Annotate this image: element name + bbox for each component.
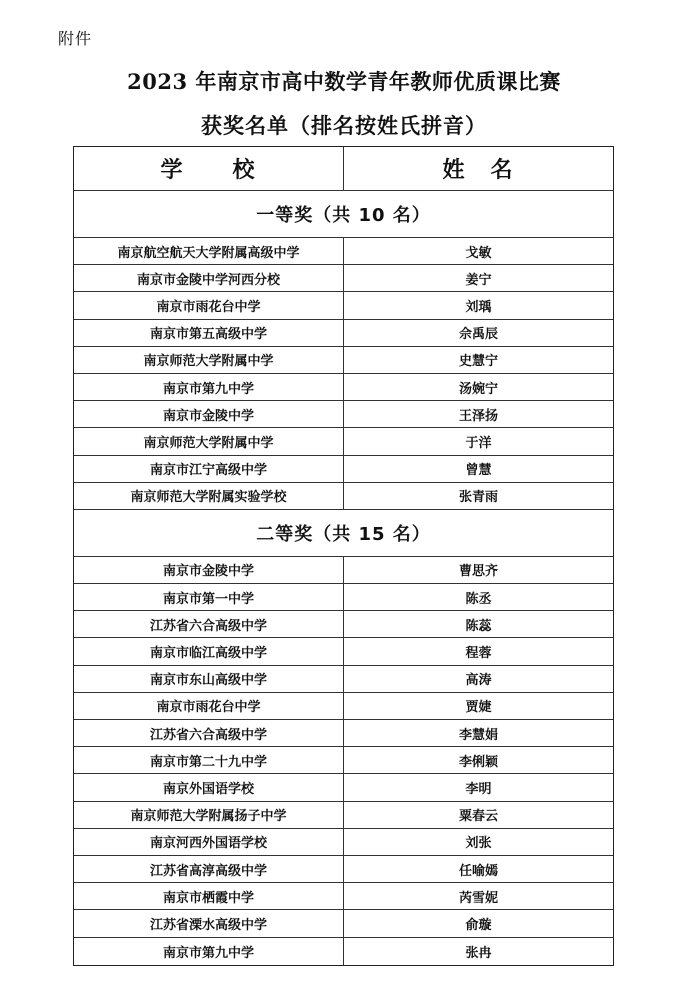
document-title: 2023 年南京市高中数学青年教师优质课比赛 — [127, 69, 561, 94]
name-cell: 刘瑀 — [465, 299, 492, 315]
table-row — [74, 374, 613, 401]
school-cell: 南京市雨花台中学 — [74, 292, 344, 318]
name-cell: 高涛 — [465, 673, 492, 689]
section-first-prize: 一等奖（共 10 名） — [74, 191, 613, 238]
school-cell: 南京市第九中学 — [74, 374, 344, 400]
section-second-prize: 二等奖（共 15 名） — [74, 510, 613, 557]
table-row — [74, 265, 613, 292]
attachment-label: 附件 — [58, 29, 93, 48]
table-row — [74, 856, 613, 883]
name-cell: 俞璇 — [465, 917, 492, 933]
table-row — [74, 774, 613, 801]
table-row — [74, 557, 613, 584]
school-cell: 江苏省溧水高级中学 — [74, 910, 344, 936]
school-cell: 南京河西外国语学校 — [74, 829, 344, 855]
name-cell: 贾婕 — [465, 700, 492, 716]
school-cell: 江苏省六合高级中学 — [74, 720, 344, 746]
school-cell: 南京师范大学附属实验学校 — [74, 483, 344, 509]
school-cell: 南京师范大学附属中学 — [74, 428, 344, 454]
school-cell: 南京市江宁高级中学 — [74, 456, 344, 482]
table-row — [74, 938, 613, 965]
name-cell: 姜宁 — [465, 272, 492, 288]
document-subtitle: 获奖名单（排名按姓氏拼音） — [201, 113, 487, 138]
school-cell: 江苏省高淳高级中学 — [74, 856, 344, 882]
table-row — [74, 456, 613, 483]
school-cell: 南京市金陵中学河西分校 — [74, 265, 344, 291]
table-row — [74, 638, 613, 665]
name-cell: 粟春云 — [458, 809, 498, 825]
school-cell: 南京市第九中学 — [74, 938, 344, 965]
table-row — [74, 720, 613, 747]
name-cell: 程蓉 — [465, 646, 492, 662]
table-row — [74, 829, 613, 856]
table-row — [74, 747, 613, 774]
name-cell: 李明 — [465, 781, 492, 797]
school-cell: 南京市临江高级中学 — [74, 638, 344, 664]
table-row — [74, 320, 613, 347]
table-row — [74, 347, 613, 374]
table-row — [74, 693, 613, 720]
table-row — [74, 584, 613, 611]
name-cell: 佘禹辰 — [458, 327, 498, 343]
table-row — [74, 428, 613, 455]
name-cell: 曹思齐 — [458, 564, 498, 580]
name-cell: 戈敏 — [465, 245, 492, 261]
school-cell: 南京市第五高级中学 — [74, 320, 344, 346]
table-row — [74, 483, 613, 510]
school-cell: 南京师范大学附属扬子中学 — [74, 802, 344, 828]
table-row — [74, 883, 613, 910]
name-cell: 汤婉宁 — [458, 381, 498, 397]
name-cell: 陈蕊 — [465, 618, 492, 634]
name-cell: 李慧娟 — [458, 727, 498, 743]
school-cell: 南京外国语学校 — [74, 774, 344, 800]
table-row — [74, 238, 613, 265]
table-row — [74, 401, 613, 428]
school-cell: 南京市第二十九中学 — [74, 747, 344, 773]
school-cell: 南京市金陵中学 — [74, 557, 344, 583]
name-cell: 芮雪妮 — [458, 890, 498, 906]
school-cell: 南京市第一中学 — [74, 584, 344, 610]
name-cell: 于洋 — [465, 435, 492, 451]
name-cell: 曾慧 — [465, 463, 492, 479]
name-cell: 张冉 — [465, 945, 492, 961]
name-cell: 任喻嫣 — [458, 863, 498, 879]
table-row — [74, 611, 613, 638]
school-cell: 南京市栖霞中学 — [74, 883, 344, 909]
school-cell: 江苏省六合高级中学 — [74, 611, 344, 637]
name-cell: 陈丞 — [465, 591, 492, 607]
school-cell: 南京市东山高级中学 — [74, 666, 344, 692]
header-name: 姓 名 — [442, 158, 515, 183]
school-cell: 南京师范大学附属中学 — [74, 347, 344, 373]
table-row — [74, 292, 613, 319]
name-cell: 王泽扬 — [458, 408, 498, 424]
header-school: 学 校 — [74, 147, 344, 190]
table-row — [74, 802, 613, 829]
table-row — [74, 666, 613, 693]
name-cell: 刘张 — [465, 836, 492, 852]
name-cell: 史慧宁 — [458, 354, 498, 370]
table-row — [74, 910, 613, 937]
name-cell: 李俐颖 — [458, 754, 498, 770]
award-table — [73, 146, 614, 966]
school-cell: 南京市金陵中学 — [74, 401, 344, 427]
table-header-row — [74, 147, 613, 191]
name-cell: 张青雨 — [458, 490, 498, 506]
school-cell: 南京航空航天大学附属高级中学 — [74, 238, 344, 264]
school-cell: 南京市雨花台中学 — [74, 693, 344, 719]
